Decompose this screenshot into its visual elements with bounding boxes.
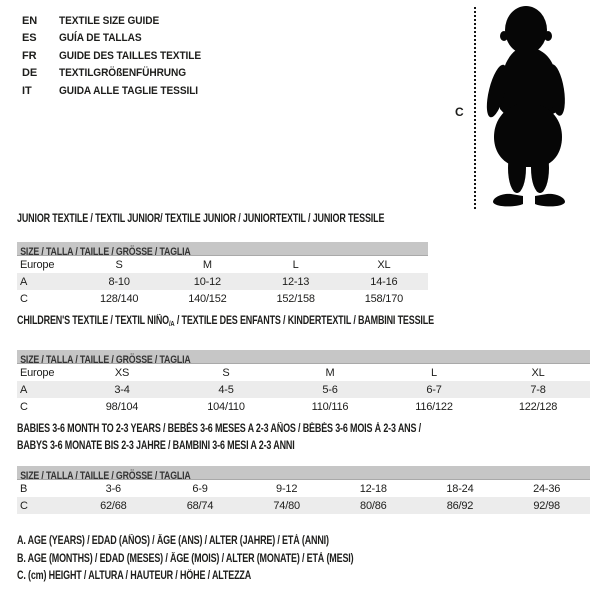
language-row — [22, 13, 213, 30]
table-cell: 12-18 — [359, 482, 387, 495]
table-cell: 116/122 — [415, 400, 453, 413]
language-row — [22, 83, 213, 100]
table-cell: 14-16 — [370, 275, 398, 288]
table-cell: 6-7 — [426, 383, 442, 396]
footnotes — [17, 533, 448, 586]
language-code: IT — [22, 84, 32, 97]
table-cell: S — [222, 366, 230, 379]
table-cell: 18-24 — [446, 482, 474, 495]
table-cell: L — [431, 366, 437, 379]
table-cell: XS — [114, 366, 130, 379]
footnote-b: B. AGE (MONTHS) / EDAD (MESES) / ÂGE (MOIS) / ALTER (MONATE) / ETÀ (MESI) — [17, 552, 354, 565]
babies-table-section — [17, 422, 590, 514]
row-label: B — [20, 482, 28, 495]
table-row — [17, 497, 590, 514]
table-cell: 128/140 — [99, 292, 139, 305]
table-cell: 10-12 — [193, 275, 221, 288]
row-label: C — [20, 499, 28, 512]
language-label: GUÍA DE TALLAS — [59, 32, 142, 45]
size-header-text: SIZE / TALLA / TAILLE / GRÖSSE / TAGLIA — [20, 470, 191, 482]
table-cell: 8-10 — [108, 275, 130, 288]
language-code: DE — [22, 67, 38, 80]
table-row — [17, 273, 428, 290]
baby-silhouette-icon — [479, 3, 579, 215]
table-cell: S — [115, 258, 123, 271]
language-label: TEXTILGRÖßENFÜHRUNG — [59, 67, 187, 80]
babies-size-table — [17, 480, 590, 514]
table-cell: 3-6 — [105, 482, 121, 495]
table-cell: 68/74 — [186, 499, 214, 512]
table-cell: L — [292, 258, 299, 271]
table-title — [17, 422, 464, 439]
table-cell: 5-6 — [322, 383, 338, 396]
table-cell: 6-9 — [192, 482, 208, 495]
table-title-text: BABIES 3-6 MONTH TO 2-3 YEARS / BEBÉS 3-6 MESES A 2-3 AÑOS / BÉBÉS 3-6 MOIS À 2-3 ANS / — [17, 423, 421, 435]
language-label: GUIDA ALLE TAGLIE TESSILI — [59, 84, 199, 97]
children-size-table — [17, 364, 590, 415]
row-label: A — [20, 383, 28, 396]
table-title — [17, 212, 385, 229]
height-measure-line — [474, 7, 476, 209]
table-cell: 92/98 — [533, 499, 560, 512]
table-cell: 24-36 — [533, 482, 561, 495]
table-row — [17, 398, 590, 415]
table-row — [17, 381, 590, 398]
children-table-section — [17, 314, 590, 415]
table-title-text: JUNIOR TEXTILE / TEXTIL JUNIOR/ TEXTILE JUNIOR / JUNIORTEXTIL / JUNIOR TESSILE — [17, 213, 385, 225]
language-row — [22, 30, 213, 47]
table-cell: 74/80 — [273, 499, 300, 512]
language-row — [22, 48, 213, 65]
row-label: A — [20, 275, 28, 288]
language-label: GUIDE DES TAILLES TEXTILE — [59, 49, 202, 62]
table-cell: 152/158 — [276, 292, 315, 305]
table-cell: 62/68 — [100, 499, 127, 512]
table-cell: XL — [377, 258, 391, 271]
language-code: FR — [22, 49, 37, 62]
table-title-text: CHILDREN'S TEXTILE / TEXTIL NIÑO — [17, 315, 169, 327]
language-label: TEXTILE SIZE GUIDE — [59, 15, 160, 27]
table-title-text: / TEXTILE DES ENFANTS / KINDERTEXTIL / BAMBINI TESSILE — [174, 315, 434, 327]
size-header-bar — [17, 466, 590, 480]
table-cell: 86/92 — [446, 499, 474, 512]
table-title-sub: /A — [168, 319, 175, 328]
table-cell: 9-12 — [276, 482, 298, 495]
table-cell: 7-8 — [530, 383, 546, 396]
footnote-c: C. (cm) HEIGHT / ALTURA / HAUTEUR / HÖHE / ALTEZZA — [17, 570, 252, 582]
table-cell: M — [202, 258, 212, 271]
row-label: Europe — [20, 366, 55, 379]
table-cell: XL — [531, 366, 545, 379]
table-cell: 3-4 — [114, 383, 130, 396]
table-cell: 4-5 — [218, 383, 234, 396]
language-list — [22, 13, 213, 100]
language-code: ES — [22, 32, 37, 45]
junior-size-table — [17, 256, 428, 307]
row-label: C — [20, 400, 28, 413]
size-header-bar — [17, 350, 590, 364]
row-label: Europe — [20, 258, 55, 271]
table-row — [17, 290, 428, 307]
table-cell: 110/116 — [311, 400, 349, 413]
language-row — [22, 65, 213, 82]
table-cell: 104/110 — [207, 400, 245, 413]
table-cell: 158/170 — [364, 292, 404, 305]
table-cell: 98/104 — [105, 400, 139, 413]
table-cell: 140/152 — [188, 292, 227, 305]
height-label: C — [455, 105, 464, 119]
footnote-a: A. AGE (YEARS) / EDAD (AÑOS) / ÂGE (ANS) / ALTER (JAHRE) / ETÀ (ANNI) — [17, 535, 329, 547]
size-header-bar — [17, 242, 428, 256]
size-header-text: SIZE / TALLA / TAILLE / GRÖSSE / TAGLIA — [20, 354, 191, 366]
language-code: EN — [22, 15, 38, 27]
junior-table-section — [17, 212, 428, 307]
size-header-text: SIZE / TALLA / TAILLE / GRÖSSE / TAGLIA — [20, 246, 191, 258]
table-cell: 80/86 — [360, 499, 387, 512]
table-cell: 12-13 — [282, 275, 310, 288]
table-cell: 122/128 — [518, 400, 558, 413]
row-label: C — [20, 292, 28, 305]
table-cell: M — [325, 366, 335, 379]
table-title — [17, 314, 464, 331]
table-title-line2: BABYS 3-6 MONATE BIS 2-3 JAHRE / BAMBINI 3-6 MESI A 2-3 ANNI — [17, 440, 295, 452]
